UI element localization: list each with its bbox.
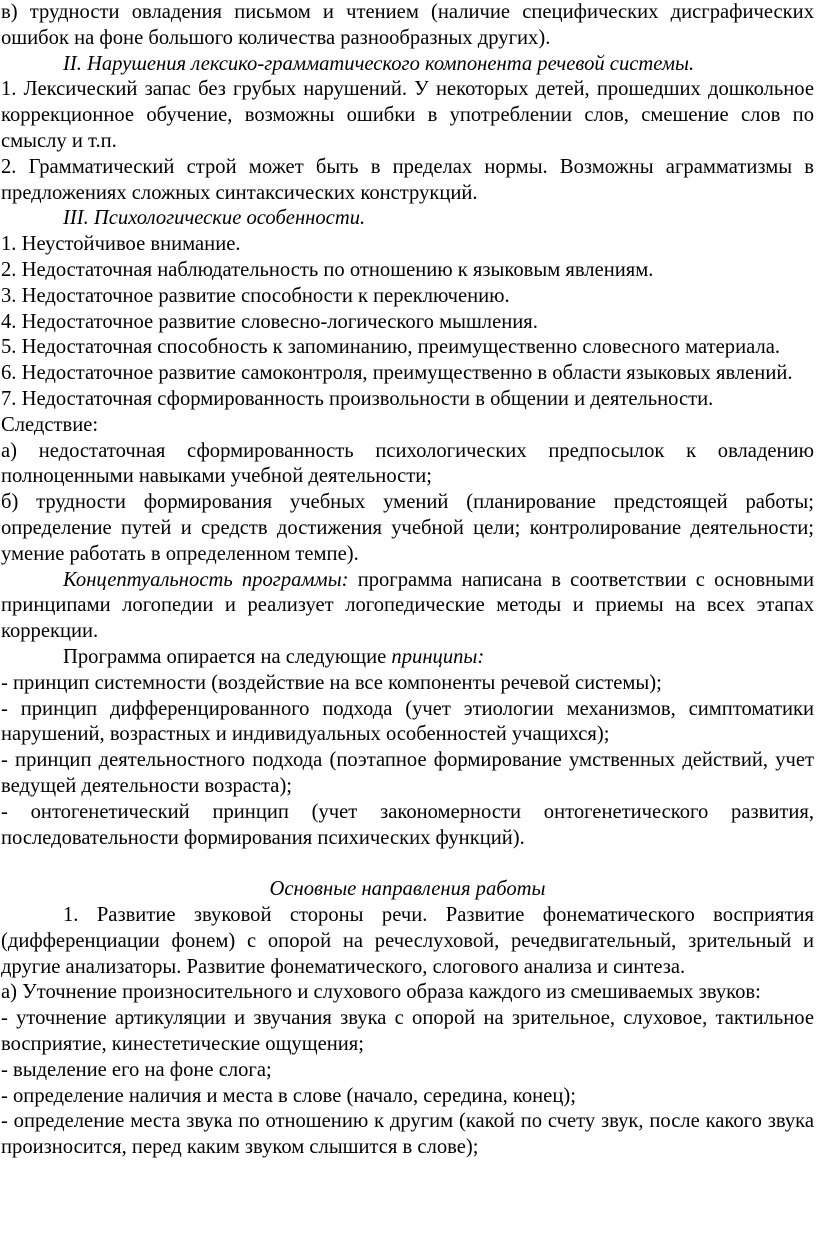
list-item-attention: 1. Неустойчивое внимание. — [1, 233, 241, 256]
list-item-grammar: 2. Грамматический строй может быть в пределах нормы. Возможны аграмматизмы в предложениях сложных синтаксических конструкций. — [1, 155, 814, 204]
list-item-switching: 3. Недостаточное развитие способности к переключению. — [1, 284, 510, 307]
list-item-relative-position: - определение места звука по отношению к другим (какой по счету звук, после какого звука произносится, перед каким звуком слышится в слове); — [1, 1110, 814, 1159]
principles-intro-text: Программа опирается на следующие — [63, 645, 392, 668]
list-item-self-control: 6. Недостаточное развитие самоконтроля, преимущественно в области языковых явлений. — [1, 362, 793, 385]
consequence-label: Следствие: — [1, 413, 99, 436]
principle-systemic: - принцип системности (воздействие на все компоненты речевой системы); — [1, 671, 662, 694]
list-item-vocabulary: 1. Лексический запас без грубых нарушений. У некоторых детей, прошедших дошкольное коррекционное обучение, возможны ошибки в употреблении слов, смешение слов по смыслу и т.п. — [1, 78, 814, 152]
list-item-observation: 2. Недостаточная наблюдательность по отношению к языковым явлениям. — [1, 258, 654, 281]
paragraph-program-concept — [1, 568, 814, 645]
principle-activity: - принцип деятельностного подхода (поэтапное формирование умственных действий, учет ведущей деятельности возраста); — [1, 749, 814, 797]
paragraph-reading-writing-difficulties: в) трудности овладения письмом и чтением (наличие специфических дисграфических ошибок на фоне большого количества разнообразных других). — [1, 1, 814, 49]
paragraph-sound-clarification: а) Уточнение произносительного и слухового образа каждого из смешиваемых звуков: — [1, 981, 761, 1004]
list-item-articulation: - уточнение артикуляции и звучания звука с опорой на зрительное, слуховое, тактильное восприятие, кинестетические ощущения; — [1, 1007, 814, 1056]
paragraph-sound-development: 1. Развитие звуковой стороны речи. Развитие фонематического восприятия (дифференциации фонем) с опорой на речеслуховой, речедвигательный, зрительный и другие анализаторы. Развитие фонематического, слогового анализа и синтеза. — [1, 904, 814, 978]
list-item-position-in-word: - определение наличия и места в слове (начало, середина, конец); — [1, 1084, 576, 1107]
section-heading-psychological: III. Психологические особенности. — [63, 207, 366, 230]
section-heading-lexical-grammatical: II. Нарушения лексико-грамматического компонента речевой системы. — [63, 52, 695, 75]
consequence-item-b: б) трудности формирования учебных умений (планирование предстоящей работы; определение путей и средств достижения учебной цели; контролирование деятельности; умение работать в определенном темпе). — [1, 491, 814, 565]
principle-differentiated: - принцип дифференцированного подхода (учет этиологии механизмов, симптоматики нарушений, возрастных и индивидуальных особенностей учащихся); — [1, 697, 814, 746]
blank-line — [1, 851, 814, 877]
list-item-arbitrariness: 7. Недостаточная сформированность произвольности в общении и деятельности. — [1, 387, 714, 410]
list-item-logical-thinking: 4. Недостаточное развитие словесно-логического мышления. — [1, 310, 538, 333]
principles-intro-emphasis: принципы: — [391, 645, 485, 668]
program-concept-label: Концептуальность программы: — [63, 568, 349, 591]
list-item-memory: 5. Недостаточная способность к запоминанию, преимущественно словесного материала. — [1, 336, 781, 359]
principle-ontogenetic: - онтогенетический принцип (учет закономерности онтогенетического развития, последовательности формирования психических функций). — [1, 800, 814, 849]
program-concept-text: программа написана в соответствии с основными принципами логопедии и реализует логопедические методы и приемы на всех этапах коррекции. — [1, 568, 814, 643]
consequence-item-a: а) недостаточная сформированность психологических предпосылок к овладению полноценными навыками учебной деятельности; — [1, 439, 814, 488]
section-heading-main-directions: Основные направления работы — [269, 878, 546, 901]
list-item-syllable: - выделение его на фоне слога; — [1, 1058, 272, 1081]
paragraph-principles-intro — [1, 645, 814, 671]
